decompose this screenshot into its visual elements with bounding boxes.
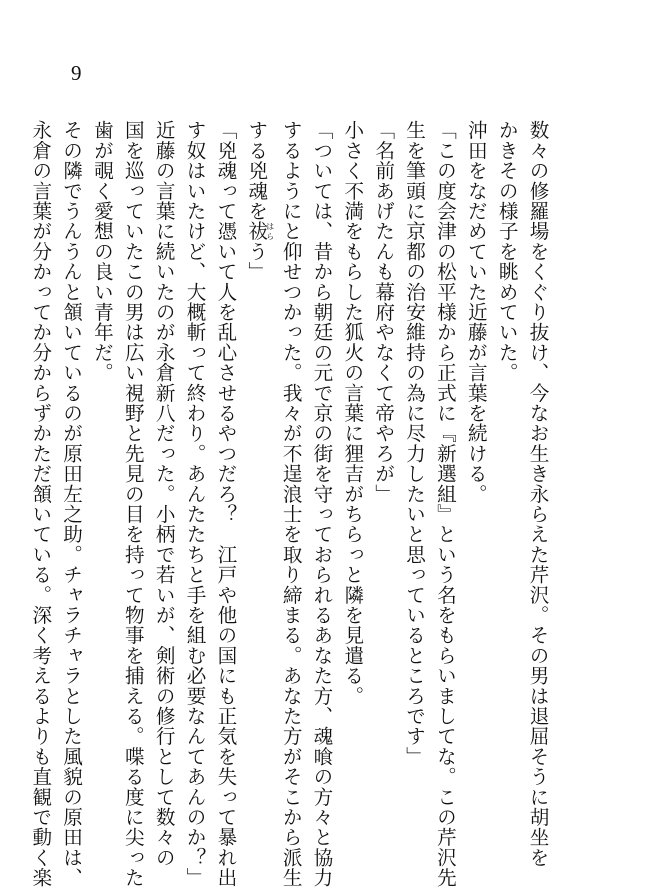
text-line-1: 数々の修羅場をくぐり抜け、今なお生き永らえた芹沢。その男は退屈そうに胡坐を [526,120,549,868]
text-line-11: 「兇魂って憑いて人を乱心させるやつだろ？ 江戸や他の国にも正気を失って暴れ出 [213,120,237,888]
vertical-text-body [24,120,552,888]
text-line-15: 歯が覗く愛想の良い青年だ。 [90,120,114,383]
text-line-5: 生を筆頭に京都の治安維持の為に尽力したいと思っているところです」 [402,120,426,767]
text-line-13: 近藤の言葉に続いたのが永倉新八だった。小柄で若いが、剣術の修行として数々の [152,120,176,868]
text-line-2: かきその様子を眺めていた。 [495,120,519,383]
ruby-base: 祓 [244,221,268,242]
text-line-12: す奴はいたけど、大概斬って終わり。あんたたちと手を組む必要なんてあんのか？」 [183,120,207,888]
text-line-8: 「ついては、昔から朝廷の元で京の街を守っておられるあなた方、魂喰の方々と協力 [309,120,333,888]
text-line-14: 国を巡っていたこの男は広い視野と先見の目を持って物事を捕える。喋る度に尖った [121,120,145,888]
text-line-10-after: う」 [244,241,268,282]
text-line-7: 小さく不満をもらした狐火の言葉に狸吉がちらっと隣を見遣る。 [340,120,364,706]
text-line-10 [240,120,274,840]
text-line-17: 永倉の言葉が分かってか分からずかただ頷いている。深く考えるよりも直観で動く楽 [28,120,52,888]
text-line-9: するようにと仰せつかった。我々が不逞浪士を取り締まる。あなた方がそこから派生 [279,120,303,888]
page-number: 9 [71,61,82,85]
ruby-reading: はら [265,221,275,242]
text-line-4: 「この度会津の松平様から正式に『新選組』という名をもらいましてな。この芹沢先 [433,120,457,888]
text-line-10-before: する兇魂を [244,120,268,221]
text-line-3: 沖田をなだめていた近藤が言葉を続ける。 [464,120,488,504]
text-line-16: その隣でうんうんと頷いているのが原田左之助。チャラチャラとした風貌の原田は、 [59,120,83,888]
furigana-harau [244,221,275,242]
text-line-6: 「名前あげたんも幕府やなくて帝やろが」 [371,120,395,504]
